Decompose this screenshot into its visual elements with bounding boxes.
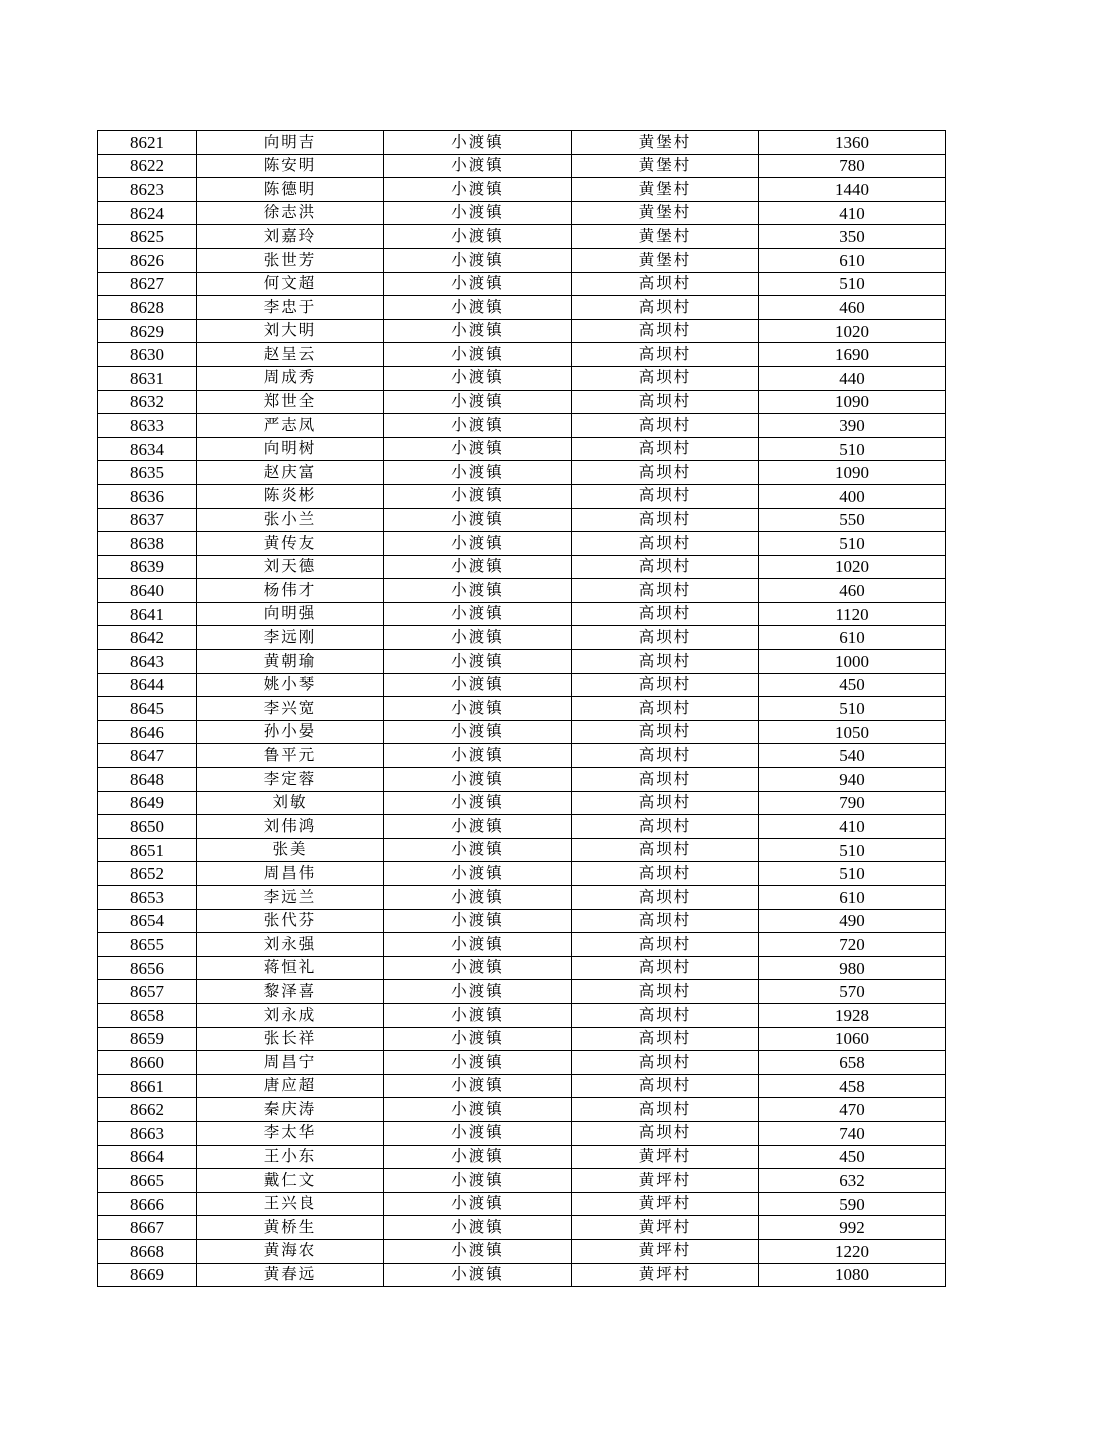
cell-town: 小渡镇 [384,791,572,815]
table-row [98,154,946,178]
table-row [98,1074,946,1098]
table-row [98,508,946,532]
table-row [98,744,946,768]
cell-name: 黄海农 [197,1239,384,1263]
cell-id: 8665 [98,1169,197,1193]
cell-name: 何文超 [197,272,384,296]
cell-village: 高坝村 [572,1074,759,1098]
cell-name: 向明树 [197,437,384,461]
table-row [98,838,946,862]
cell-name: 黄桥生 [197,1216,384,1240]
cell-id: 8628 [98,296,197,320]
cell-town: 小渡镇 [384,366,572,390]
table-row [98,1169,946,1193]
cell-amount: 400 [759,484,946,508]
cell-town: 小渡镇 [384,602,572,626]
cell-name: 杨伟才 [197,579,384,603]
cell-id: 8645 [98,697,197,721]
table-row [98,366,946,390]
cell-id: 8632 [98,390,197,414]
cell-name: 刘敏 [197,791,384,815]
cell-name: 李远刚 [197,626,384,650]
cell-amount: 590 [759,1192,946,1216]
table-row [98,720,946,744]
cell-name: 黄朝瑜 [197,650,384,674]
cell-id: 8639 [98,555,197,579]
cell-village: 高坝村 [572,980,759,1004]
cell-amount: 1020 [759,319,946,343]
cell-village: 高坝村 [572,484,759,508]
cell-id: 8634 [98,437,197,461]
cell-id: 8640 [98,579,197,603]
cell-amount: 632 [759,1169,946,1193]
cell-village: 黄坪村 [572,1145,759,1169]
cell-town: 小渡镇 [384,697,572,721]
cell-amount: 510 [759,272,946,296]
table-row [98,201,946,225]
cell-amount: 350 [759,225,946,249]
table-row [98,862,946,886]
cell-town: 小渡镇 [384,390,572,414]
cell-name: 李兴宽 [197,697,384,721]
cell-name: 赵庆富 [197,461,384,485]
cell-name: 鲁平元 [197,744,384,768]
cell-town: 小渡镇 [384,1169,572,1193]
table-row [98,1145,946,1169]
cell-amount: 790 [759,791,946,815]
table-row [98,791,946,815]
cell-name: 周昌伟 [197,862,384,886]
cell-village: 高坝村 [572,532,759,556]
cell-amount: 980 [759,956,946,980]
cell-id: 8625 [98,225,197,249]
cell-village: 黄坪村 [572,1216,759,1240]
cell-id: 8661 [98,1074,197,1098]
cell-village: 高坝村 [572,366,759,390]
cell-town: 小渡镇 [384,1263,572,1287]
cell-town: 小渡镇 [384,414,572,438]
cell-town: 小渡镇 [384,437,572,461]
cell-id: 8654 [98,909,197,933]
cell-village: 高坝村 [572,555,759,579]
table-row [98,1098,946,1122]
cell-town: 小渡镇 [384,579,572,603]
cell-name: 陈安明 [197,154,384,178]
cell-amount: 450 [759,1145,946,1169]
cell-town: 小渡镇 [384,886,572,910]
cell-amount: 390 [759,414,946,438]
cell-village: 高坝村 [572,343,759,367]
cell-amount: 540 [759,744,946,768]
cell-town: 小渡镇 [384,815,572,839]
cell-village: 高坝村 [572,673,759,697]
cell-name: 刘伟鸿 [197,815,384,839]
cell-town: 小渡镇 [384,673,572,697]
cell-town: 小渡镇 [384,248,572,272]
cell-amount: 1928 [759,1003,946,1027]
cell-amount: 940 [759,768,946,792]
cell-town: 小渡镇 [384,461,572,485]
cell-amount: 1080 [759,1263,946,1287]
cell-name: 陈德明 [197,178,384,202]
cell-town: 小渡镇 [384,1051,572,1075]
cell-id: 8652 [98,862,197,886]
cell-town: 小渡镇 [384,178,572,202]
table-row [98,414,946,438]
cell-town: 小渡镇 [384,555,572,579]
table-row [98,1263,946,1287]
table-row [98,343,946,367]
cell-amount: 410 [759,815,946,839]
cell-village: 黄堡村 [572,178,759,202]
table-row [98,319,946,343]
cell-village: 高坝村 [572,1003,759,1027]
cell-name: 刘天德 [197,555,384,579]
cell-village: 黄坪村 [572,1192,759,1216]
cell-village: 高坝村 [572,296,759,320]
cell-village: 高坝村 [572,414,759,438]
cell-id: 8668 [98,1239,197,1263]
cell-town: 小渡镇 [384,225,572,249]
cell-village: 高坝村 [572,956,759,980]
cell-village: 黄堡村 [572,248,759,272]
cell-amount: 550 [759,508,946,532]
cell-id: 8630 [98,343,197,367]
cell-village: 高坝村 [572,909,759,933]
cell-village: 高坝村 [572,390,759,414]
cell-village: 黄堡村 [572,201,759,225]
cell-village: 高坝村 [572,886,759,910]
cell-village: 高坝村 [572,650,759,674]
cell-id: 8621 [98,131,197,155]
cell-id: 8638 [98,532,197,556]
cell-amount: 780 [759,154,946,178]
document-page [97,130,945,1287]
cell-name: 向明强 [197,602,384,626]
cell-village: 高坝村 [572,461,759,485]
cell-id: 8667 [98,1216,197,1240]
cell-id: 8649 [98,791,197,815]
cell-name: 孙小晏 [197,720,384,744]
cell-town: 小渡镇 [384,154,572,178]
cell-amount: 992 [759,1216,946,1240]
cell-amount: 1120 [759,602,946,626]
table-row [98,555,946,579]
cell-name: 张世芳 [197,248,384,272]
table-row [98,178,946,202]
cell-name: 严志凤 [197,414,384,438]
cell-town: 小渡镇 [384,1239,572,1263]
table-row [98,1121,946,1145]
cell-id: 8653 [98,886,197,910]
cell-town: 小渡镇 [384,343,572,367]
cell-amount: 490 [759,909,946,933]
cell-village: 高坝村 [572,838,759,862]
cell-id: 8646 [98,720,197,744]
cell-name: 唐应超 [197,1074,384,1098]
table-row [98,697,946,721]
cell-name: 赵呈云 [197,343,384,367]
cell-amount: 1220 [759,1239,946,1263]
cell-village: 高坝村 [572,1098,759,1122]
cell-village: 高坝村 [572,720,759,744]
cell-id: 8650 [98,815,197,839]
table-row [98,1192,946,1216]
cell-village: 高坝村 [572,602,759,626]
cell-name: 李远兰 [197,886,384,910]
cell-amount: 440 [759,366,946,390]
cell-amount: 470 [759,1098,946,1122]
cell-town: 小渡镇 [384,1216,572,1240]
cell-name: 黎泽喜 [197,980,384,1004]
cell-name: 张小兰 [197,508,384,532]
cell-town: 小渡镇 [384,532,572,556]
table-row [98,768,946,792]
table-row [98,602,946,626]
cell-id: 8641 [98,602,197,626]
cell-name: 向明吉 [197,131,384,155]
table-row [98,579,946,603]
table-row [98,815,946,839]
cell-village: 高坝村 [572,579,759,603]
cell-amount: 1050 [759,720,946,744]
cell-town: 小渡镇 [384,1027,572,1051]
cell-town: 小渡镇 [384,1121,572,1145]
cell-village: 高坝村 [572,508,759,532]
cell-village: 高坝村 [572,697,759,721]
cell-town: 小渡镇 [384,768,572,792]
cell-id: 8636 [98,484,197,508]
cell-id: 8644 [98,673,197,697]
cell-id: 8655 [98,933,197,957]
cell-village: 黄堡村 [572,131,759,155]
cell-town: 小渡镇 [384,484,572,508]
cell-town: 小渡镇 [384,933,572,957]
table-row [98,484,946,508]
table-row [98,1027,946,1051]
cell-name: 刘永成 [197,1003,384,1027]
cell-amount: 1060 [759,1027,946,1051]
cell-name: 蒋恒礼 [197,956,384,980]
cell-amount: 410 [759,201,946,225]
table-row [98,673,946,697]
table-row [98,1239,946,1263]
table-row [98,886,946,910]
cell-town: 小渡镇 [384,956,572,980]
cell-name: 李忠于 [197,296,384,320]
cell-town: 小渡镇 [384,1074,572,1098]
cell-village: 高坝村 [572,862,759,886]
cell-town: 小渡镇 [384,838,572,862]
cell-id: 8633 [98,414,197,438]
cell-id: 8631 [98,366,197,390]
cell-name: 王兴良 [197,1192,384,1216]
cell-id: 8642 [98,626,197,650]
cell-town: 小渡镇 [384,296,572,320]
table-row [98,956,946,980]
cell-name: 戴仁文 [197,1169,384,1193]
cell-name: 徐志洪 [197,201,384,225]
cell-name: 王小东 [197,1145,384,1169]
table-row [98,933,946,957]
cell-id: 8669 [98,1263,197,1287]
cell-amount: 1090 [759,390,946,414]
table-row [98,980,946,1004]
cell-village: 高坝村 [572,933,759,957]
cell-name: 李定蓉 [197,768,384,792]
cell-id: 8656 [98,956,197,980]
table-row [98,650,946,674]
cell-name: 姚小琴 [197,673,384,697]
cell-amount: 740 [759,1121,946,1145]
table-row [98,1216,946,1240]
cell-town: 小渡镇 [384,720,572,744]
cell-amount: 460 [759,296,946,320]
cell-town: 小渡镇 [384,862,572,886]
cell-amount: 460 [759,579,946,603]
cell-town: 小渡镇 [384,131,572,155]
cell-name: 李太华 [197,1121,384,1145]
cell-name: 郑世全 [197,390,384,414]
cell-amount: 1440 [759,178,946,202]
cell-id: 8651 [98,838,197,862]
cell-amount: 1690 [759,343,946,367]
cell-village: 黄坪村 [572,1169,759,1193]
cell-name: 刘大明 [197,319,384,343]
cell-name: 陈炎彬 [197,484,384,508]
table-row [98,461,946,485]
cell-village: 高坝村 [572,319,759,343]
table-row [98,437,946,461]
cell-name: 黄春远 [197,1263,384,1287]
table-row [98,225,946,249]
cell-id: 8663 [98,1121,197,1145]
cell-town: 小渡镇 [384,1145,572,1169]
cell-village: 黄堡村 [572,154,759,178]
cell-town: 小渡镇 [384,744,572,768]
cell-amount: 458 [759,1074,946,1098]
cell-village: 高坝村 [572,1051,759,1075]
table-row [98,1051,946,1075]
cell-village: 高坝村 [572,791,759,815]
cell-id: 8622 [98,154,197,178]
cell-id: 8657 [98,980,197,1004]
cell-amount: 610 [759,886,946,910]
cell-id: 8623 [98,178,197,202]
cell-village: 高坝村 [572,744,759,768]
roster-table [97,130,946,1287]
cell-name: 周昌宁 [197,1051,384,1075]
cell-id: 8658 [98,1003,197,1027]
cell-id: 8643 [98,650,197,674]
cell-amount: 610 [759,626,946,650]
cell-town: 小渡镇 [384,1098,572,1122]
cell-id: 8659 [98,1027,197,1051]
cell-id: 8647 [98,744,197,768]
cell-village: 高坝村 [572,1027,759,1051]
cell-name: 黄传友 [197,532,384,556]
roster-table-body [98,131,946,1287]
cell-amount: 1090 [759,461,946,485]
table-row [98,272,946,296]
cell-id: 8635 [98,461,197,485]
table-row [98,626,946,650]
cell-amount: 658 [759,1051,946,1075]
cell-id: 8624 [98,201,197,225]
cell-name: 张长祥 [197,1027,384,1051]
cell-amount: 450 [759,673,946,697]
cell-amount: 570 [759,980,946,1004]
cell-name: 秦庆涛 [197,1098,384,1122]
cell-name: 张代芬 [197,909,384,933]
table-row [98,248,946,272]
cell-town: 小渡镇 [384,201,572,225]
cell-town: 小渡镇 [384,272,572,296]
table-row [98,532,946,556]
cell-village: 黄坪村 [572,1263,759,1287]
cell-village: 高坝村 [572,626,759,650]
cell-town: 小渡镇 [384,650,572,674]
cell-id: 8660 [98,1051,197,1075]
cell-amount: 510 [759,862,946,886]
cell-name: 张美 [197,838,384,862]
cell-town: 小渡镇 [384,1192,572,1216]
cell-village: 高坝村 [572,272,759,296]
cell-id: 8664 [98,1145,197,1169]
cell-town: 小渡镇 [384,508,572,532]
cell-village: 黄堡村 [572,225,759,249]
table-row [98,390,946,414]
cell-id: 8627 [98,272,197,296]
cell-id: 8637 [98,508,197,532]
cell-town: 小渡镇 [384,1003,572,1027]
cell-town: 小渡镇 [384,319,572,343]
cell-amount: 510 [759,532,946,556]
cell-town: 小渡镇 [384,980,572,1004]
table-row [98,909,946,933]
cell-name: 周成秀 [197,366,384,390]
cell-town: 小渡镇 [384,626,572,650]
cell-id: 8648 [98,768,197,792]
cell-amount: 720 [759,933,946,957]
table-row [98,1003,946,1027]
cell-amount: 1020 [759,555,946,579]
cell-amount: 510 [759,697,946,721]
cell-village: 高坝村 [572,437,759,461]
cell-amount: 510 [759,437,946,461]
cell-village: 黄坪村 [572,1239,759,1263]
cell-name: 刘嘉玲 [197,225,384,249]
cell-id: 8662 [98,1098,197,1122]
cell-id: 8629 [98,319,197,343]
cell-village: 高坝村 [572,768,759,792]
table-row [98,296,946,320]
cell-town: 小渡镇 [384,909,572,933]
cell-amount: 510 [759,838,946,862]
cell-id: 8626 [98,248,197,272]
cell-amount: 610 [759,248,946,272]
cell-amount: 1000 [759,650,946,674]
table-row [98,131,946,155]
cell-amount: 1360 [759,131,946,155]
cell-name: 刘永强 [197,933,384,957]
cell-id: 8666 [98,1192,197,1216]
cell-village: 高坝村 [572,1121,759,1145]
cell-village: 高坝村 [572,815,759,839]
